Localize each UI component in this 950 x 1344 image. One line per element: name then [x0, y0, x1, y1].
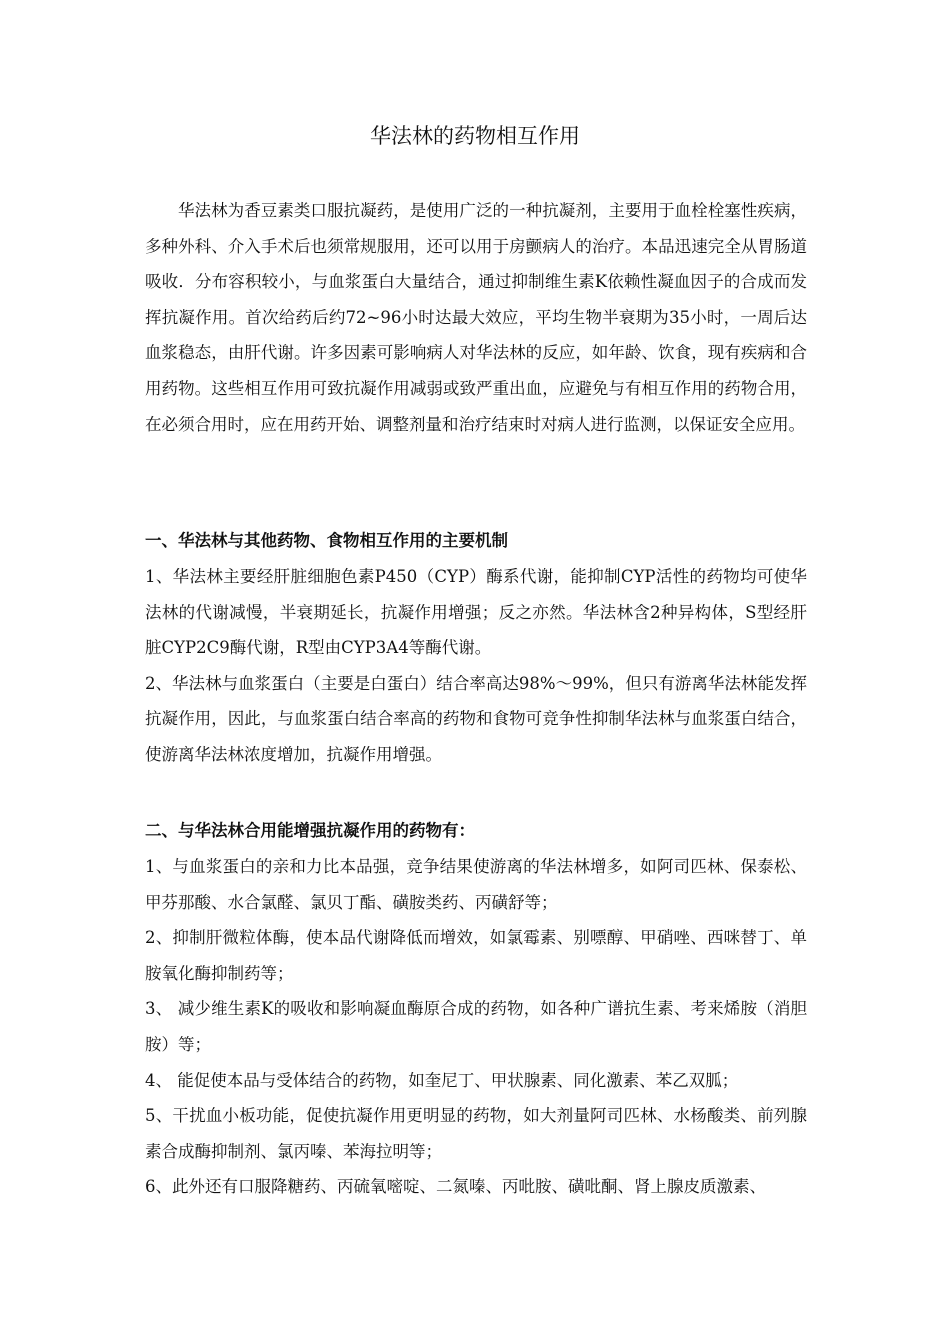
list-item: 1、华法林主要经肝脏细胞色素P450（CYP）酶系代谢，能抑制CYP活性的药物均可使华法林的代谢减慢，半衰期延长，抗凝作用增强；反之亦然。华法林含2种异构体，S型经肝脏CYP2C9酶代谢，R型由CYP3A4等酶代谢。	[145, 567, 807, 658]
list-item: 3、 减少维生素K的吸收和影响凝血酶原合成的药物，如各种广谱抗生素、考来烯胺（消胆胺）等；	[145, 999, 807, 1054]
section-mechanism-list	[145, 559, 807, 773]
list-item: 6、此外还有口服降糖药、丙硫氧嘧啶、二氮嗪、丙吡胺、磺吡酮、肾上腺皮质激素、	[145, 1177, 766, 1197]
section-enhancers-list	[145, 849, 807, 1205]
list-item: 2、抑制肝微粒体酶，使本品代谢降低而增效，如氯霉素、别嘌醇、甲硝唑、西咪替丁、单胺氧化酶抑制药等；	[145, 928, 807, 983]
document-title: 华法林的药物相互作用	[370, 124, 580, 148]
list-item: 2、华法林与血浆蛋白（主要是白蛋白）结合率高达98%～99%，但只有游离华法林能发挥抗凝作用，因此，与血浆蛋白结合率高的药物和食物可竞争性抑制华法林与血浆蛋白结合，使游离华法林浓度增加，抗凝作用增强。	[145, 673, 807, 764]
section-heading-mechanism: 一、华法林与其他药物、食物相互作用的主要机制	[145, 531, 508, 550]
section-heading-enhancers: 二、与华法林合用能增强抗凝作用的药物有：	[145, 821, 475, 840]
list-item: 4、 能促使本品与受体结合的药物，如奎尼丁、甲状腺素、同化激素、苯乙双胍；	[145, 1070, 739, 1090]
list-item: 5、干扰血小板功能，促使抗凝作用更明显的药物，如大剂量阿司匹林、水杨酸类、前列腺素合成酶抑制剂、氯丙嗪、苯海拉明等；	[145, 1106, 807, 1161]
list-item: 1、与血浆蛋白的亲和力比本品强，竞争结果使游离的华法林增多，如阿司匹林、保泰松、甲芬那酸、水合氯醛、氯贝丁酯、磺胺类药、丙磺舒等；	[145, 857, 807, 912]
intro-paragraph: 华法林为香豆素类口服抗凝药，是使用广泛的一种抗凝剂，主要用于血栓栓塞性疾病，多种外科、介入手术后也须常规服用，还可以用于房颤病人的治疗。本品迅速完全从胃肠道吸收．分布容积较小，与血浆蛋白大量结合，通过抑制维生素K依赖性凝血因子的合成而发挥抗凝作用。首次给药后约72~96小时达最大效应，平均生物半衰期为35小时，一周后达血浆稳态，由肝代谢。许多因素可影响病人对华法林的反应，如年龄、饮食，现有疾病和合用药物。这些相互作用可致抗凝作用减弱或致严重出血，应避免与有相互作用的药物合用，在必须合用时，应在用药开始、调整剂量和治疗结束时对病人进行监测，以保证安全应用。	[145, 201, 807, 434]
